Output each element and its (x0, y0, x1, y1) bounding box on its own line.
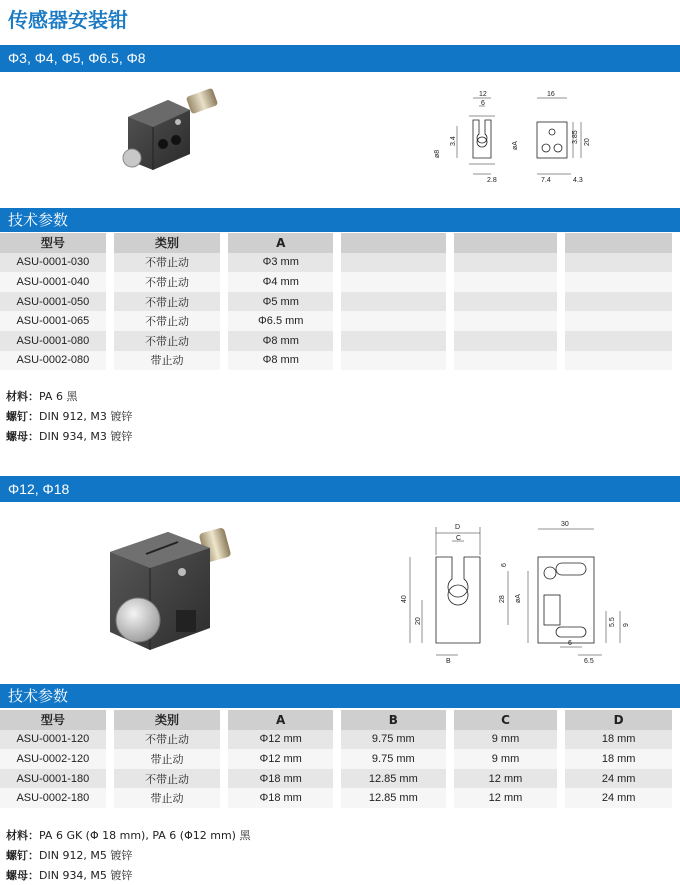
table-row (0, 788, 672, 808)
cell-type: 带止动 (114, 351, 221, 371)
section2-spec-header: 技术参数 (0, 684, 680, 708)
cell-model: ASU-0002-180 (0, 788, 106, 808)
col-header (454, 233, 558, 253)
note-label: 螺钉： (6, 410, 39, 423)
technical-drawing-large (390, 515, 650, 665)
cell-model: ASU-0001-065 (0, 311, 106, 331)
table-row (0, 769, 672, 789)
cell-b: 9.75 mm (341, 730, 446, 750)
cell-model: ASU-0001-050 (0, 292, 106, 312)
dim-3-85: 3.85 (572, 130, 579, 144)
dim-d8: ø8 (434, 149, 441, 158)
dim-40: 40 (401, 595, 408, 603)
dim-7-4: 7.4 (541, 177, 551, 184)
section1-header: Φ3, Φ4, Φ5, Φ6.5, Φ8 (0, 45, 680, 72)
table-row (0, 749, 672, 769)
note-label: 材料： (6, 390, 39, 403)
dim-20: 20 (415, 617, 422, 625)
dim-16: 16 (547, 91, 555, 98)
dim-d: D (455, 524, 461, 531)
cell-a: Φ12 mm (228, 749, 333, 769)
cell-a: Φ12 mm (228, 730, 333, 750)
table-row (0, 730, 672, 750)
col-header: 型号 (0, 710, 106, 730)
cell-type: 带止动 (114, 788, 221, 808)
note-label: 螺母： (6, 430, 39, 443)
cell-d: 24 mm (565, 788, 672, 808)
spec-table-1 (0, 233, 680, 370)
cell-type: 带止动 (114, 749, 221, 769)
table-row (0, 272, 672, 292)
spec-table-2 (0, 710, 680, 808)
cell-type: 不带止动 (114, 311, 221, 331)
cell-type: 不带止动 (114, 331, 221, 351)
note-label: 螺母： (6, 869, 39, 882)
dim-da: øA (515, 594, 522, 603)
dim-6: 6 (481, 100, 485, 107)
dim-da: øA (512, 141, 519, 150)
col-header: B (341, 710, 446, 730)
cell-model: ASU-0001-120 (0, 730, 106, 750)
dim-20: 20 (584, 138, 591, 146)
cell-model: ASU-0002-120 (0, 749, 106, 769)
cell-d: 18 mm (565, 730, 672, 750)
col-header: D (565, 710, 672, 730)
page-title: 传感器安装钳 (8, 8, 128, 32)
cell-model: ASU-0001-180 (0, 769, 106, 789)
table-row (0, 331, 672, 351)
dim-3-4: 3.4 (450, 136, 457, 146)
table-row (0, 351, 672, 371)
cell-a: Φ4 mm (228, 272, 333, 292)
dim-c: C (456, 535, 462, 542)
col-header: A (228, 233, 333, 253)
col-header: 类别 (114, 710, 221, 730)
cell-a: Φ6.5 mm (228, 311, 333, 331)
note-label: 螺钉： (6, 849, 39, 862)
cell-a: Φ8 mm (228, 331, 333, 351)
dim-6b: 6 (568, 640, 572, 647)
cell-type: 不带止动 (114, 253, 221, 273)
notes-section2 (6, 826, 250, 885)
section2-header: Φ12, Φ18 (0, 476, 680, 502)
cell-a: Φ5 mm (228, 292, 333, 312)
cell-type: 不带止动 (114, 292, 221, 312)
col-header: 类别 (114, 233, 221, 253)
cell-b: 12.85 mm (341, 769, 446, 789)
col-header (565, 233, 672, 253)
technical-drawing-small (425, 86, 605, 186)
note-label: 材料： (6, 829, 39, 842)
table-row (0, 253, 672, 273)
col-header: 型号 (0, 233, 106, 253)
dim-6-5: 6.5 (584, 658, 594, 665)
cell-a: Φ3 mm (228, 253, 333, 273)
note-value: PA 6 黑 (39, 390, 78, 403)
cell-d: 24 mm (565, 769, 672, 789)
note-value: DIN 912, M5 镀锌 (39, 849, 133, 862)
cell-model: ASU-0001-040 (0, 272, 106, 292)
col-header: C (454, 710, 558, 730)
dim-5-5: 5.5 (609, 617, 616, 627)
cell-model: ASU-0001-080 (0, 331, 106, 351)
dim-6: 6 (501, 563, 508, 567)
cell-a: Φ8 mm (228, 351, 333, 371)
cell-type: 不带止动 (114, 272, 221, 292)
dim-4-3: 4.3 (573, 177, 583, 184)
note-value: DIN 912, M3 镀锌 (39, 410, 133, 423)
cell-c: 12 mm (454, 769, 558, 789)
section1-spec-header: 技术参数 (0, 208, 680, 232)
cell-b: 9.75 mm (341, 749, 446, 769)
cell-a: Φ18 mm (228, 788, 333, 808)
dim-9: 9 (623, 623, 630, 627)
cell-c: 9 mm (454, 730, 558, 750)
dim-30: 30 (561, 521, 569, 528)
cell-c: 9 mm (454, 749, 558, 769)
cell-a: Φ18 mm (228, 769, 333, 789)
table-row (0, 292, 672, 312)
dim-b: B (446, 658, 451, 665)
product-photo-large (98, 520, 248, 660)
cell-c: 12 mm (454, 788, 558, 808)
dim-12: 12 (479, 91, 487, 98)
dim-28: 28 (499, 595, 506, 603)
cell-type: 不带止动 (114, 769, 221, 789)
table-row (0, 311, 672, 331)
cell-b: 12.85 mm (341, 788, 446, 808)
note-value: DIN 934, M5 镀锌 (39, 869, 133, 882)
cell-model: ASU-0001-030 (0, 253, 106, 273)
cell-d: 18 mm (565, 749, 672, 769)
product-photo-small (118, 82, 228, 177)
dim-2-8: 2.8 (487, 177, 497, 184)
notes-section1 (6, 387, 132, 447)
col-header (341, 233, 446, 253)
cell-model: ASU-0002-080 (0, 351, 106, 371)
note-value: PA 6 GK (Φ 18 mm), PA 6 (Φ12 mm) 黑 (39, 829, 251, 842)
col-header: A (228, 710, 333, 730)
note-value: DIN 934, M3 镀锌 (39, 430, 133, 443)
cell-type: 不带止动 (114, 730, 221, 750)
